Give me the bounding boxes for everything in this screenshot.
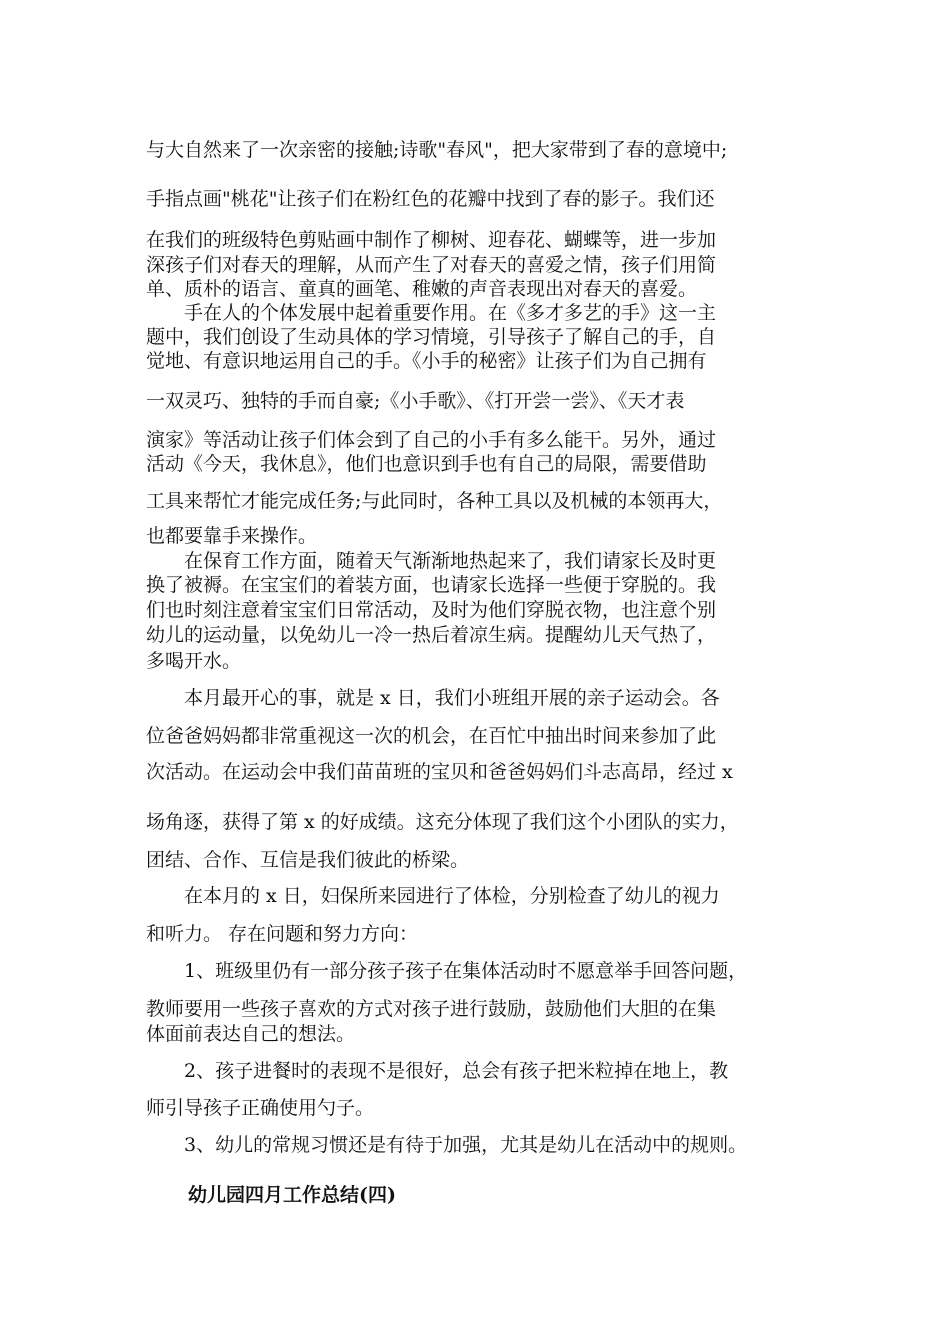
- text-line: 演家》等活动让孩子们体会到了自己的小手有多么能干。另外，通过: [146, 429, 717, 451]
- text-line: 1、班级里仍有一部分孩子孩子在集体活动时不愿意举手回答问题，: [146, 960, 748, 982]
- text-line: 与大自然来了一次亲密的接触;诗歌"春风"，把大家带到了春的意境中;: [146, 139, 728, 161]
- text-line: 2、孩子进餐时的表现不是很好，总会有孩子把米粒掉在地上，教: [146, 1060, 729, 1082]
- text-line: 体面前表达自己的想法。: [146, 1023, 356, 1045]
- text-line: 次活动。在运动会中我们苗苗班的宝贝和爸爸妈妈们斗志高昂，经过 x: [146, 761, 733, 783]
- text-line: 工具来帮忙才能完成任务;与此同时，各种工具以及机械的本领再大，: [146, 490, 723, 512]
- text-line: 团结、合作、互信是我们彼此的桥梁。: [146, 849, 470, 871]
- text-line: 们也时刻注意着宝宝们日常活动，及时为他们穿脱衣物，也注意个别: [146, 599, 717, 621]
- text-line: 活动《今天，我休息》，他们也意识到手也有自己的局限，需要借助: [146, 453, 707, 475]
- text-line: 深孩子们对春天的理解，从而产生了对春天的喜爱之情，孩子们用简: [146, 254, 717, 276]
- text-line: 手指点画"桃花"让孩子们在粉红色的花瓣中找到了春的影子。我们还: [146, 188, 715, 210]
- text-line: 题中，我们创设了生动具体的学习情境，引导孩子了解自己的手，自: [146, 326, 717, 348]
- text-line: 单、质朴的语言、童真的画笔、稚嫩的声音表现出对春天的喜爱。: [146, 278, 698, 300]
- text-line: 在保育工作方面，随着天气渐渐地热起来了，我们请家长及时更: [146, 550, 717, 572]
- text-line: 3、幼儿的常规习惯还是有待于加强，尤其是幼儿在活动中的规则。: [146, 1134, 748, 1156]
- text-line: 幼儿的运动量，以免幼儿一冷一热后着凉生病。提醒幼儿天气热了，: [146, 624, 717, 646]
- text-line: 和听力。 存在问题和努力方向：: [146, 923, 419, 945]
- text-line: 在我们的班级特色剪贴画中制作了柳树、迎春花、蝴蝶等，进一步加: [146, 229, 717, 251]
- text-line: 位爸爸妈妈都非常重视这一次的机会，在百忙中抽出时间来参加了此: [146, 725, 717, 747]
- text-line: 在本月的 x 日，妇保所来园进行了体检，分别检查了幼儿的视力: [146, 885, 720, 907]
- text-line: 觉地、有意识地运用自己的手。《小手的秘密》让孩子们为自己拥有: [146, 350, 707, 372]
- section-heading: 幼儿园四月工作总结(四): [188, 1184, 396, 1206]
- text-line: 本月最开心的事，就是 x 日，我们小班组开展的亲子运动会。各: [146, 687, 720, 709]
- text-line: 场角逐，获得了第 x 的好成绩。这充分体现了我们这个小团队的实力，: [146, 811, 739, 833]
- text-line: 也都要靠手来操作。: [146, 525, 318, 547]
- text-line: 换了被褥。在宝宝们的着装方面，也请家长选择一些便于穿脱的。我: [146, 574, 717, 596]
- text-line: 多喝开水。: [146, 650, 242, 672]
- text-line: 手在人的个体发展中起着重要作用。在《多才多艺的手》这一主: [146, 302, 717, 324]
- text-line: 师引导孩子正确使用勺子。: [146, 1097, 375, 1119]
- text-line: 教师要用一些孩子喜欢的方式对孩子进行鼓励，鼓励他们大胆的在集: [146, 998, 717, 1020]
- text-line: 一双灵巧、独特的手而自豪;《小手歌》、《打开尝一尝》、《天才表: [146, 390, 685, 412]
